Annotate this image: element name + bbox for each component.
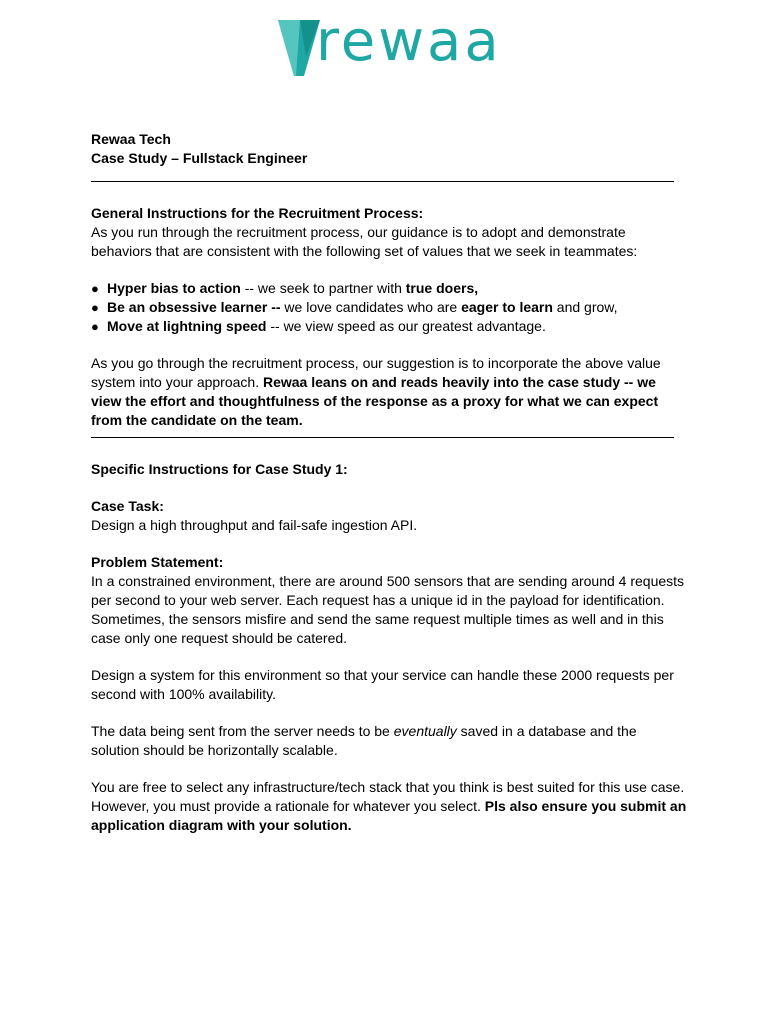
paragraph-line: You are free to select any infrastructure/tech stack that you think is best suited for this use case. <box>91 779 685 795</box>
list-item: ● Move at lightning speed -- we view speed as our greatest advantage. <box>91 318 546 334</box>
rewaa-logo <box>276 9 502 80</box>
logo-wordmark: rewaa <box>316 9 502 74</box>
paragraph-line: from the candidate on the team. <box>91 412 303 428</box>
case-task-heading: Case Task: <box>91 498 164 514</box>
paragraph-line: However, you must provide a rationale for whatever you select. Pls also ensure you submit an <box>91 798 687 814</box>
paragraph-line: application diagram with your solution. <box>91 817 352 833</box>
paragraph-line: Sometimes, the sensors misfire and send the same request multiple times as well and in this <box>91 611 664 627</box>
divider <box>91 437 674 438</box>
list-item: ● Be an obsessive learner -- we love candidates who are eager to learn and grow, <box>91 299 618 315</box>
paragraph-line: In a constrained environment, there are around 500 sensors that are sending around 4 requests <box>91 573 685 589</box>
bullet-icon: ● <box>91 281 99 296</box>
general-intro-line: As you run through the recruitment process, our guidance is to adopt and demonstrate <box>91 224 626 240</box>
document-title: Case Study – Fullstack Engineer <box>91 150 308 166</box>
document-body <box>91 130 687 835</box>
paragraph-line: solution should be horizontally scalable. <box>91 742 338 758</box>
bullet-icon: ● <box>91 300 99 315</box>
general-intro-line: behaviors that are consistent with the following set of values that we seek in teammates: <box>91 243 638 259</box>
general-heading: General Instructions for the Recruitment Process: <box>91 205 424 221</box>
specific-heading: Specific Instructions for Case Study 1: <box>91 461 348 477</box>
paragraph-line: per second to your web server. Each request has a unique id in the payload for identification. <box>91 592 665 608</box>
company-name: Rewaa Tech <box>91 131 171 147</box>
values-list <box>91 279 681 336</box>
list-item: ● Hyper bias to action -- we seek to partner with true doers, <box>91 280 479 296</box>
paragraph-line: case only one request should be catered. <box>91 630 348 646</box>
problem-heading: Problem Statement: <box>91 554 224 570</box>
paragraph-line: view the effort and thoughtfulness of the response as a proxy for what we can expect <box>91 393 659 409</box>
paragraph-line: The data being sent from the server needs to be eventually saved in a database and the <box>91 723 637 739</box>
paragraph-line: Design a system for this environment so that your service can handle these 2000 requests per <box>91 667 674 683</box>
bullet-icon: ● <box>91 319 99 334</box>
divider <box>91 181 674 182</box>
paragraph-line: second with 100% availability. <box>91 686 276 702</box>
paragraph-line: system into your approach. Rewaa leans on and reads heavily into the case study -- we <box>91 374 656 390</box>
paragraph-line: As you go through the recruitment process, our suggestion is to incorporate the above value <box>91 355 661 371</box>
case-task-text: Design a high throughput and fail-safe ingestion API. <box>91 517 418 533</box>
